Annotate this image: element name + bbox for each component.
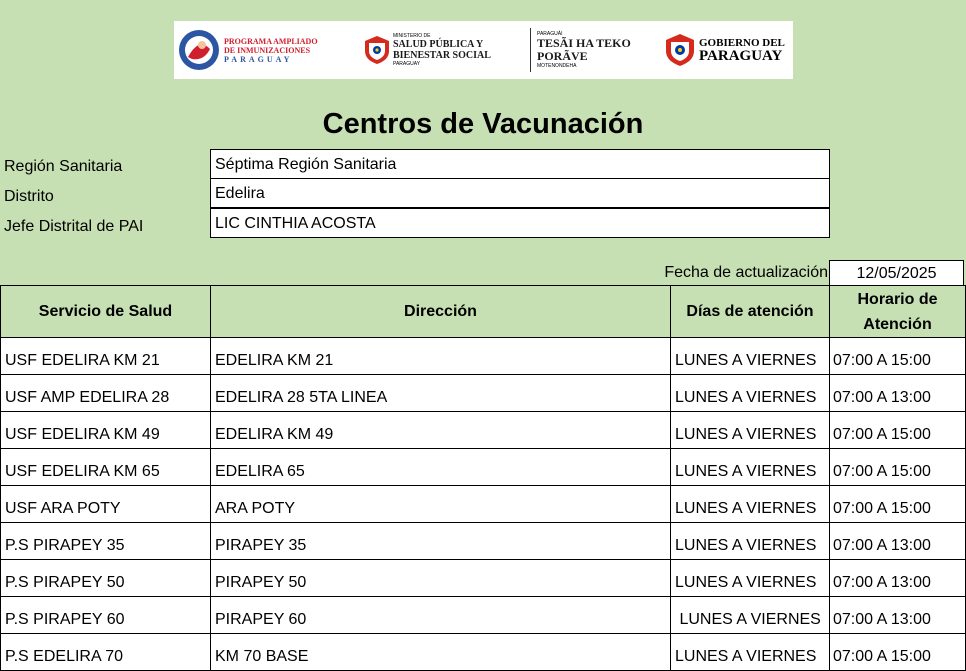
header-dias: Días de atención bbox=[671, 286, 830, 338]
vaccination-centers-table bbox=[0, 285, 966, 671]
cell-dias: LUNES A VIERNES bbox=[671, 412, 830, 449]
table-row bbox=[1, 597, 966, 634]
table-row bbox=[1, 338, 966, 375]
table-row bbox=[1, 412, 966, 449]
cell-servicio: USF EDELIRA KM 21 bbox=[1, 338, 211, 375]
cell-direccion: EDELIRA 28 5TA LINEA bbox=[211, 375, 671, 412]
cell-direccion: KM 70 BASE bbox=[211, 634, 671, 671]
cell-horario: 07:00 A 13:00 bbox=[830, 523, 966, 560]
cell-servicio: P.S PIRAPEY 60 bbox=[1, 597, 211, 634]
distrito-field: Edelira bbox=[210, 178, 830, 208]
cell-horario: 07:00 A 15:00 bbox=[830, 449, 966, 486]
msp-line1: SALUD PÚBLICA Y bbox=[393, 39, 484, 50]
pai-line3: PARAGUAY bbox=[224, 54, 293, 64]
cell-horario: 07:00 A 13:00 bbox=[830, 560, 966, 597]
cell-dias: LUNES A VIERNES bbox=[671, 523, 830, 560]
header-horario: Horario de Atención bbox=[830, 286, 966, 338]
fecha-value: 12/05/2025 bbox=[829, 260, 964, 286]
distrito-label: Distrito bbox=[4, 188, 54, 205]
cell-dias: LUNES A VIERNES bbox=[671, 375, 830, 412]
msp-line2: BIENESTAR SOCIAL bbox=[393, 50, 491, 61]
cell-servicio: P.S PIRAPEY 50 bbox=[1, 560, 211, 597]
table-row bbox=[1, 449, 966, 486]
page-title: Centros de Vacunación bbox=[322, 108, 644, 140]
tesai-sub: MOTENONDEHA bbox=[537, 63, 577, 69]
cell-servicio: P.S PIRAPEY 35 bbox=[1, 523, 211, 560]
table-row bbox=[1, 523, 966, 560]
cell-servicio: USF EDELIRA KM 65 bbox=[1, 449, 211, 486]
jefe-label: Jefe Distrital de PAI bbox=[4, 218, 144, 235]
cell-dias: LUNES A VIERNES bbox=[671, 560, 830, 597]
cell-horario: 07:00 A 15:00 bbox=[830, 412, 966, 449]
pai-line2: DE INMUNIZACIONES bbox=[224, 45, 311, 55]
cell-horario: 07:00 A 15:00 bbox=[830, 486, 966, 523]
cell-dias: LUNES A VIERNES bbox=[671, 449, 830, 486]
cell-horario: 07:00 A 15:00 bbox=[830, 634, 966, 671]
table-header-row bbox=[1, 286, 966, 338]
cell-horario: 07:00 A 15:00 bbox=[830, 338, 966, 375]
region-label: Región Sanitaria bbox=[4, 158, 123, 175]
header-direccion: Dirección bbox=[211, 286, 671, 338]
cell-horario: 07:00 A 13:00 bbox=[830, 375, 966, 412]
pai-logo bbox=[174, 21, 350, 79]
paraguay-shield-icon bbox=[364, 35, 390, 65]
cell-direccion: PIRAPEY 35 bbox=[211, 523, 671, 560]
tesai-logo bbox=[537, 31, 649, 69]
cell-servicio: USF ARA POTY bbox=[1, 486, 211, 523]
cell-direccion: EDELIRA 65 bbox=[211, 449, 671, 486]
cell-servicio: USF EDELIRA KM 49 bbox=[1, 412, 211, 449]
cell-dias: LUNES A VIERNES bbox=[671, 486, 830, 523]
gobierno-logo bbox=[665, 21, 785, 79]
fecha-label: Fecha de actualización bbox=[664, 264, 828, 281]
cell-horario: 07:00 A 13:00 bbox=[830, 597, 966, 634]
header-logos-banner bbox=[174, 21, 793, 79]
table-row bbox=[1, 634, 966, 671]
pai-emblem-icon bbox=[178, 29, 220, 71]
gobierno-shield-icon bbox=[665, 33, 695, 67]
msp-logo bbox=[364, 21, 526, 79]
logo-divider bbox=[530, 28, 531, 72]
cell-servicio: USF AMP EDELIRA 28 bbox=[1, 375, 211, 412]
cell-dias: LUNES A VIERNES bbox=[671, 597, 830, 634]
cell-direccion: EDELIRA KM 21 bbox=[211, 338, 671, 375]
msp-sub: PARAGUAY bbox=[393, 61, 421, 67]
gobierno-line2: PARAGUAY bbox=[699, 47, 783, 64]
pai-line1: PROGRAMA AMPLIADO bbox=[224, 36, 318, 46]
tesai-small: PARAGUÁI bbox=[537, 31, 563, 37]
cell-direccion: PIRAPEY 50 bbox=[211, 560, 671, 597]
tesai-line2: PORÃVE bbox=[537, 49, 588, 63]
cell-servicio: P.S EDELIRA 70 bbox=[1, 634, 211, 671]
table-row bbox=[1, 560, 966, 597]
jefe-field: LIC CINTHIA ACOSTA bbox=[210, 208, 830, 238]
cell-dias: LUNES A VIERNES bbox=[671, 338, 830, 375]
cell-direccion: PIRAPEY 60 bbox=[211, 597, 671, 634]
region-field: Séptima Región Sanitaria bbox=[210, 149, 830, 179]
table-row bbox=[1, 375, 966, 412]
cell-dias: LUNES A VIERNES bbox=[671, 634, 830, 671]
gobierno-line1: GOBIERNO DEL bbox=[699, 36, 785, 49]
cell-direccion: EDELIRA KM 49 bbox=[211, 412, 671, 449]
tesai-line1: TESÃI HA TEKO bbox=[537, 36, 631, 50]
table-row bbox=[1, 486, 966, 523]
header-servicio: Servicio de Salud bbox=[1, 286, 211, 338]
msp-small: MINISTERIO DE bbox=[393, 33, 431, 39]
cell-direccion: ARA POTY bbox=[211, 486, 671, 523]
